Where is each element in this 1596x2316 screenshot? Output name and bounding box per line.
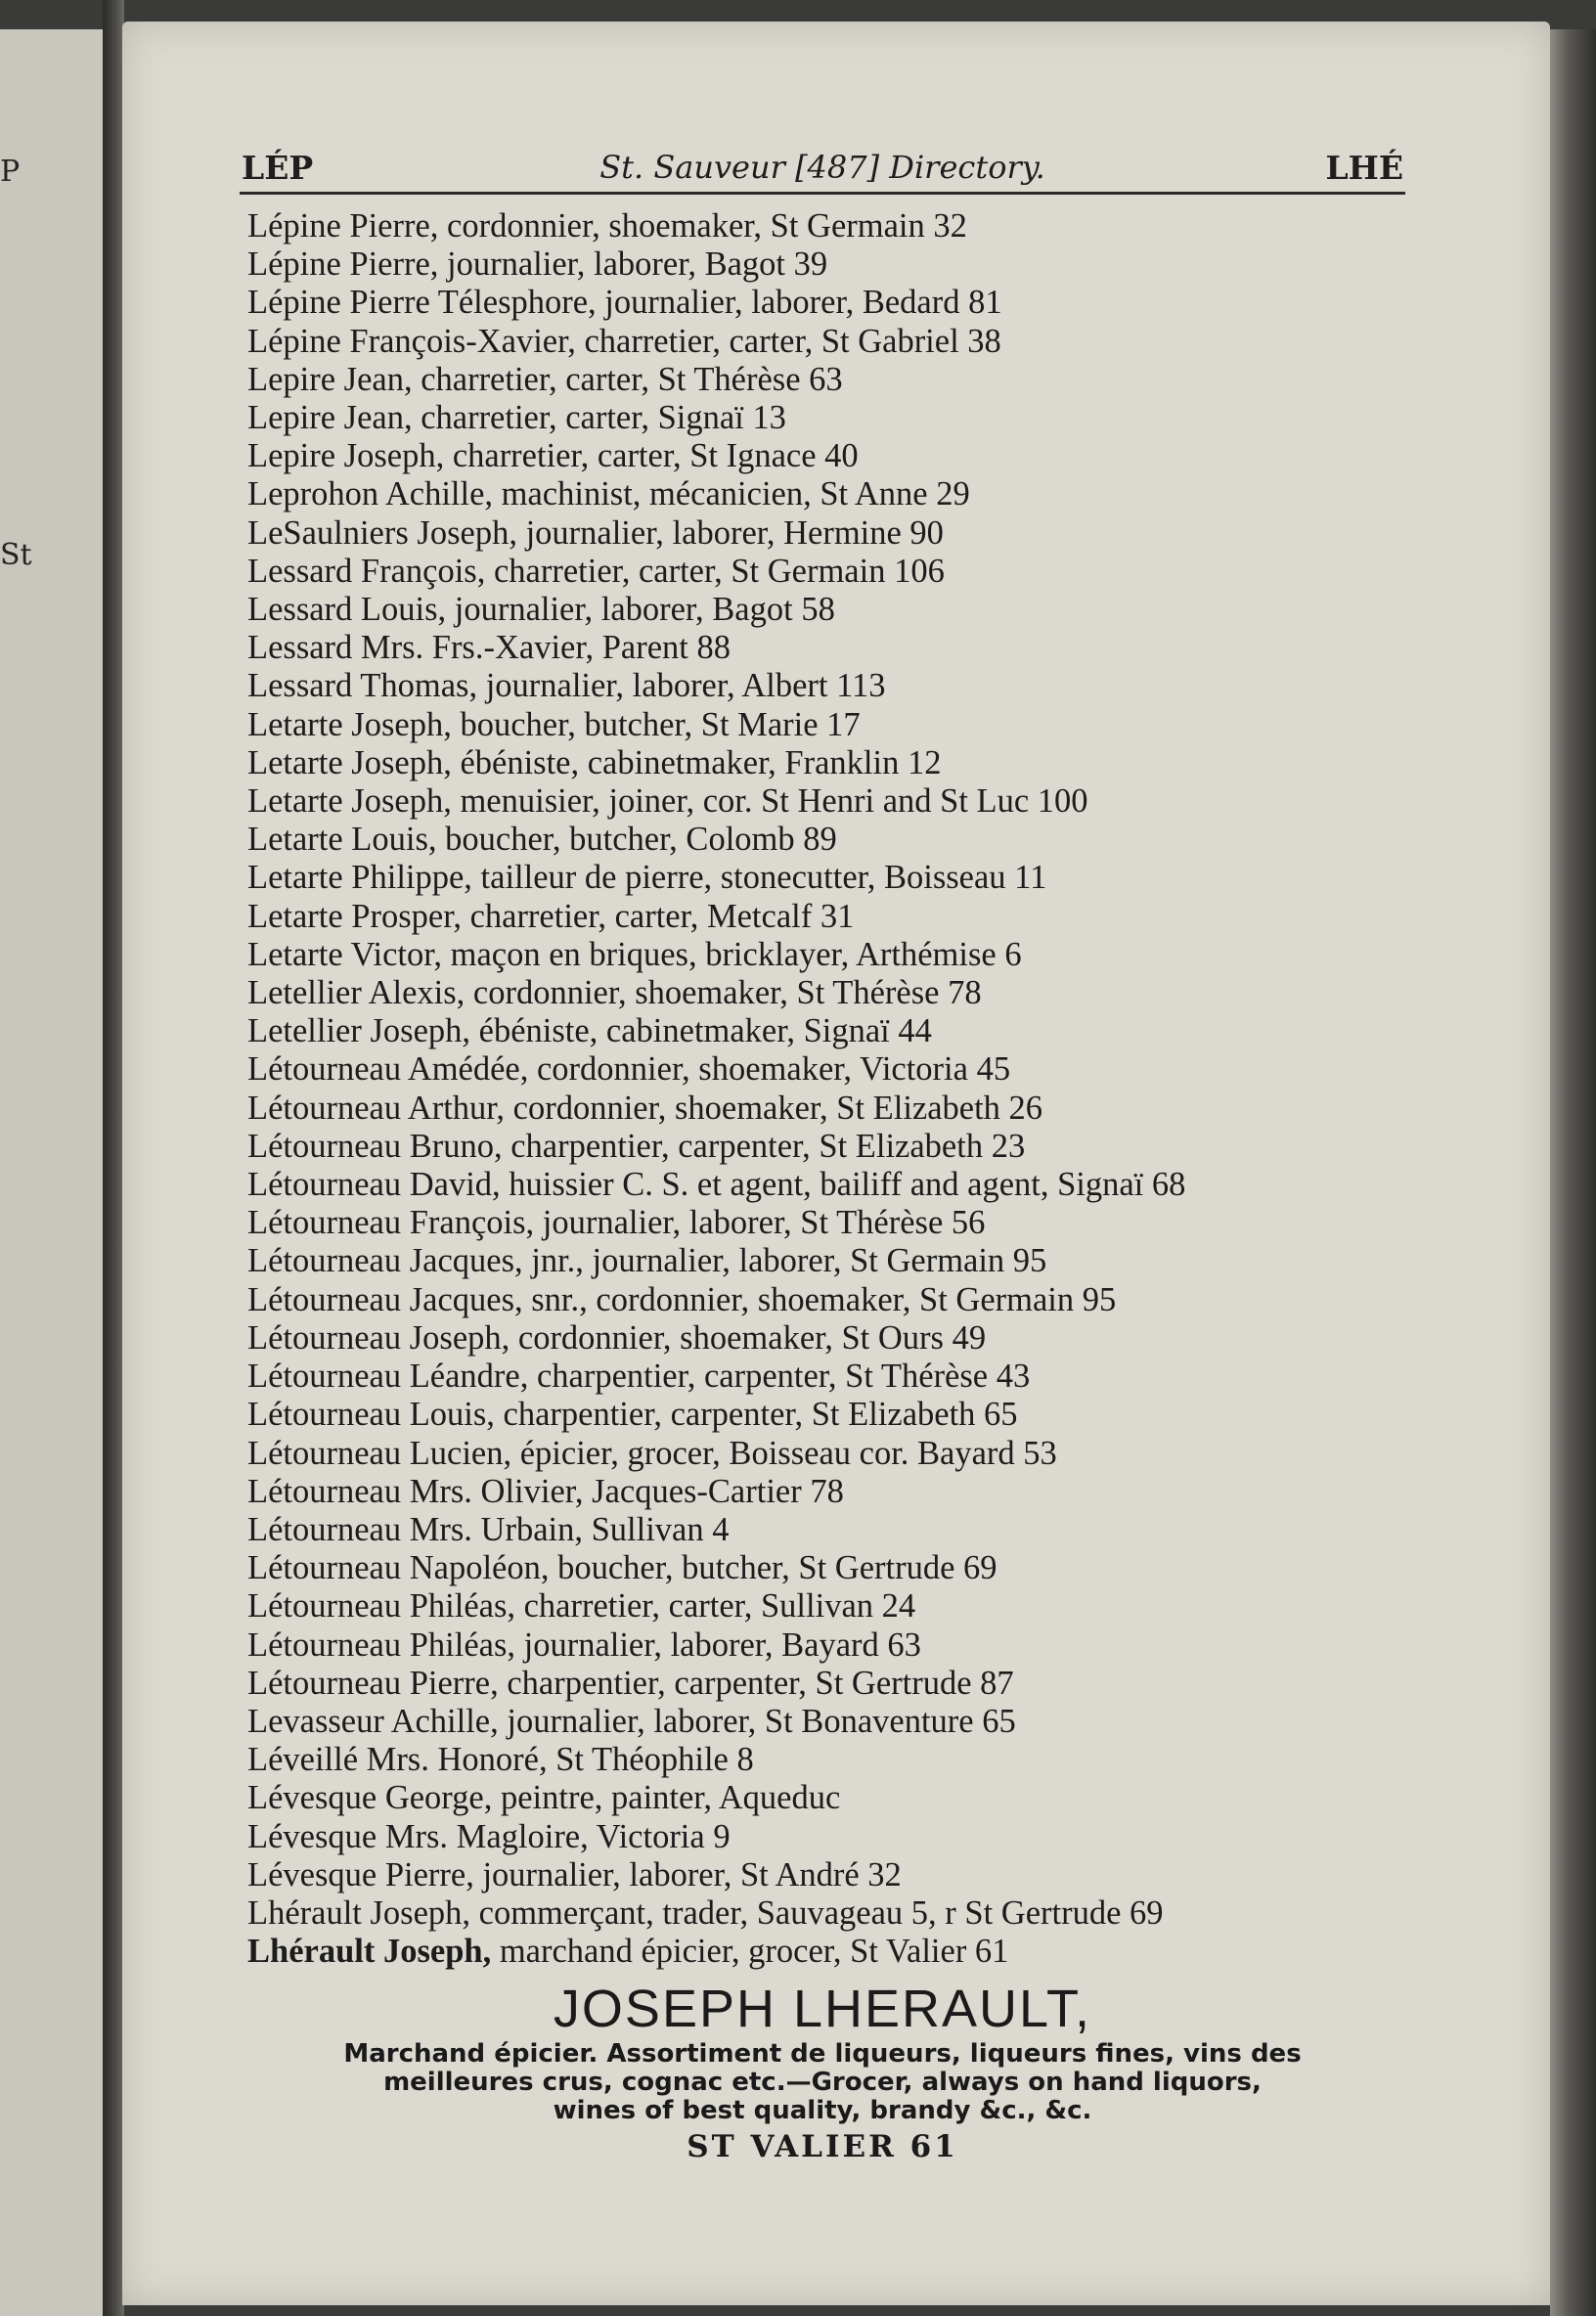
directory-entries bbox=[247, 207, 1470, 1971]
directory-entry: Létourneau François, journalier, laborer, St Thérèse 56 bbox=[247, 1204, 986, 1242]
directory-entry: Lessard Thomas, journalier, laborer, Albert 113 bbox=[247, 667, 886, 705]
directory-entry: Letellier Joseph, ébéniste, cabinetmaker, Signaï 44 bbox=[247, 1012, 932, 1050]
ad-line: Marchand épicier. Assortiment de liqueurs, liqueurs fines, vins des bbox=[343, 2039, 1302, 2069]
page-edge bbox=[1550, 29, 1596, 2316]
directory-entry: Lévesque Mrs. Magloire, Victoria 9 bbox=[247, 1817, 731, 1855]
directory-entry: Létourneau Amédée, cordonnier, shoemaker, Victoria 45 bbox=[247, 1050, 1011, 1089]
directory-entry: Letarte Louis, boucher, butcher, Colomb 89 bbox=[247, 821, 837, 859]
ad-line: meilleures crus, cognac etc.—Grocer, always on hand liquors, bbox=[383, 2068, 1262, 2097]
directory-entry: Létourneau Léandre, charpentier, carpenter, St Thérèse 43 bbox=[247, 1358, 1031, 1396]
header-title: St. Sauveur [487] Directory. bbox=[599, 149, 1045, 186]
directory-entry: Letarte Prosper, charretier, carter, Metcalf 31 bbox=[247, 897, 855, 935]
directory-entry: Létourneau Arthur, cordonnier, shoemaker, St Elizabeth 26 bbox=[247, 1089, 1043, 1127]
book-spine bbox=[103, 0, 124, 2316]
directory-entry: Létourneau Napoléon, boucher, butcher, St Gertrude 69 bbox=[247, 1549, 998, 1587]
ad-title: JOSEPH LHERAULT, bbox=[553, 1980, 1092, 2038]
directory-entry: Levasseur Achille, journalier, laborer, St Bonaventure 65 bbox=[247, 1702, 1016, 1740]
advertisement bbox=[240, 1978, 1405, 2164]
directory-entry: Létourneau Mrs. Olivier, Jacques-Cartier 78 bbox=[247, 1472, 844, 1510]
directory-entry-bold bbox=[247, 1933, 1470, 1971]
page-header bbox=[240, 145, 1405, 195]
directory-entry: Létourneau Jacques, jnr., journalier, laborer, St Germain 95 bbox=[247, 1242, 1047, 1280]
directory-entry: Lhérault Joseph, commerçant, trader, Sauvageau 5, r St Gertrude 69 bbox=[247, 1893, 1164, 1932]
directory-entry: Létourneau Joseph, cordonnier, shoemaker, St Ours 49 bbox=[247, 1318, 987, 1357]
directory-entry: Létourneau Bruno, charpentier, carpenter, St Elizabeth 23 bbox=[247, 1127, 1026, 1165]
directory-entry: Létourneau Lucien, épicier, grocer, Boisseau cor. Bayard 53 bbox=[247, 1434, 1057, 1472]
directory-entry: Léveillé Mrs. Honoré, St Théophile 8 bbox=[247, 1741, 754, 1779]
bold-entry-rest: marchand épicier, grocer, St Valier 61 bbox=[491, 1933, 1009, 1971]
directory-entry: Letarte Victor, maçon en briques, bricklayer, Arthémise 6 bbox=[247, 935, 1022, 973]
directory-entry: Lepire Jean, charretier, carter, Signaï 13 bbox=[247, 399, 786, 437]
directory-entry: Létourneau Louis, charpentier, carpenter, St Elizabeth 65 bbox=[247, 1396, 1018, 1434]
directory-entry: Lépine François-Xavier, charretier, carter, St Gabriel 38 bbox=[247, 322, 1001, 360]
header-right-guide-word: LHÉ bbox=[1325, 149, 1403, 187]
directory-entry: Lepire Joseph, charretier, carter, St Ignace 40 bbox=[247, 437, 859, 475]
directory-entry: Letellier Alexis, cordonnier, shoemaker, St Thérèse 78 bbox=[247, 974, 982, 1012]
facing-page-header-fragment: P bbox=[0, 155, 21, 189]
directory-entry: Lepire Jean, charretier, carter, St Thérèse 63 bbox=[247, 360, 843, 398]
directory-entry: Leprohon Achille, machinist, mécanicien, St Anne 29 bbox=[247, 475, 970, 513]
directory-entry: Letarte Philippe, tailleur de pierre, stonecutter, Boisseau 11 bbox=[247, 859, 1047, 897]
directory-entry: Letarte Joseph, boucher, butcher, St Marie 17 bbox=[247, 705, 861, 743]
directory-entry: Létourneau Philéas, charretier, carter, Sullivan 24 bbox=[247, 1587, 916, 1626]
directory-entry: Letarte Joseph, ébéniste, cabinetmaker, Franklin 12 bbox=[247, 743, 942, 781]
directory-entry: Lépine Pierre, journalier, laborer, Bagot 39 bbox=[247, 245, 828, 284]
facing-page-text-fragment: St bbox=[0, 538, 32, 572]
directory-entry: Létourneau Mrs. Urbain, Sullivan 4 bbox=[247, 1510, 730, 1548]
bold-entry-name: Lhérault Joseph, bbox=[247, 1933, 492, 1971]
facing-page-fragment bbox=[0, 29, 106, 2316]
directory-entry: Létourneau Pierre, charpentier, carpenter, St Gertrude 87 bbox=[247, 1664, 1014, 1702]
directory-entry: Létourneau David, huissier C. S. et agent, bailiff and agent, Signaï 68 bbox=[247, 1166, 1186, 1204]
header-left-guide-word: LÉP bbox=[242, 149, 314, 187]
directory-entry: Lépine Pierre Télesphore, journalier, laborer, Bedard 81 bbox=[247, 284, 1002, 322]
directory-entry: Lessard Louis, journalier, laborer, Bagot 58 bbox=[247, 591, 835, 629]
directory-entry: LeSaulniers Joseph, journalier, laborer, Hermine 90 bbox=[247, 513, 944, 552]
directory-entry: Lépine Pierre, cordonnier, shoemaker, St Germain 32 bbox=[247, 207, 967, 245]
directory-entry: Létourneau Philéas, journalier, laborer, Bayard 63 bbox=[247, 1626, 921, 1664]
directory-entry: Lévesque George, peintre, painter, Aqueduc bbox=[247, 1779, 841, 1817]
directory-entry: Lessard François, charretier, carter, St Germain 106 bbox=[247, 552, 945, 590]
ad-line: wines of best quality, brandy &c., &c. bbox=[553, 2096, 1092, 2125]
ad-address: ST VALIER 61 bbox=[687, 2129, 958, 2164]
directory-entry: Lévesque Pierre, journalier, laborer, St André 32 bbox=[247, 1855, 902, 1893]
directory-entry: Lessard Mrs. Frs.-Xavier, Parent 88 bbox=[247, 629, 731, 667]
directory-entry: Letarte Joseph, menuisier, joiner, cor. St Henri and St Luc 100 bbox=[247, 782, 1088, 821]
directory-entry: Létourneau Jacques, snr., cordonnier, shoemaker, St Germain 95 bbox=[247, 1280, 1117, 1318]
